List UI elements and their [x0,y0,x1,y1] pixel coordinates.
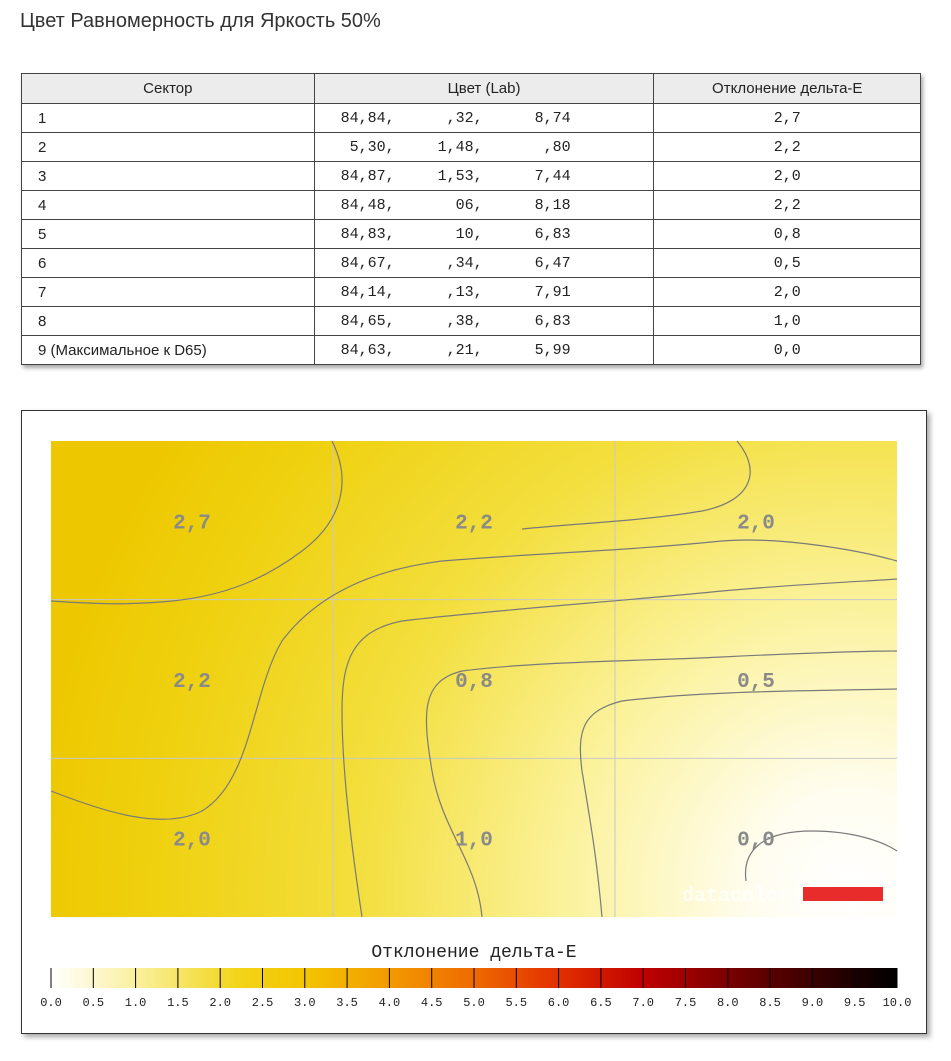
lab-cell [314,278,654,307]
scale-tick-label: 0.0 [40,996,62,1010]
scale-tick-label: 6.5 [590,996,612,1010]
delta-e-cell: 2,7 [654,104,921,133]
lab-l-value: 84,83, [340,225,395,243]
delta-e-cell: 2,2 [654,133,921,162]
uniformity-chart [22,411,926,1033]
lab-a-value: ,21, [446,341,483,359]
sector-cell: 8 [22,307,315,336]
lab-cell [314,307,654,336]
lab-cell [314,191,654,220]
lab-b-value: ,80 [543,138,571,156]
lab-l-value: 84,63, [340,341,395,359]
delta-e-cell: 0,0 [654,336,921,365]
sector-cell: 4 [22,191,315,220]
scale-tick-label: 10.0 [882,996,912,1010]
table-body [22,104,921,365]
lab-b-value: 8,74 [534,109,571,127]
lab-a-value: 1,48, [437,138,483,156]
lab-l-value: 84,67, [340,254,395,272]
sector-cell: 9 (Максимальное к D65) [22,336,315,365]
scale-tick-label: 7.0 [632,996,655,1010]
table-row [22,191,921,220]
lab-l-value: 84,48, [340,196,395,214]
table-row [22,104,921,133]
table-header-row [22,74,921,104]
sector-cell: 2 [22,133,315,162]
sector-value-label: 2,0 [173,829,211,853]
sector-value-label: 2,2 [455,512,493,536]
sector-cell: 5 [22,220,315,249]
lab-b-value: 5,99 [534,341,571,359]
scale-tick-label: 5.0 [463,996,485,1010]
lab-cell [314,220,654,249]
lab-l-value: 5,30, [349,138,395,156]
table-row [22,336,921,365]
lab-a-value: 10, [455,225,483,243]
lab-l-value: 84,87, [340,167,395,185]
sector-value-label: 0,5 [737,671,775,694]
lab-b-value: 6,83 [534,225,571,243]
marker-swatch [803,887,883,901]
uniformity-chart-frame [21,410,927,1034]
sector-value-label: 2,0 [737,512,775,536]
lab-b-value: 7,44 [534,167,571,185]
sector-value-label: 2,2 [173,671,211,694]
scale-tick-label: 2.5 [251,996,274,1010]
lab-cell [314,336,654,365]
scale-tick-label: 6.0 [547,996,570,1010]
scale-tick-label: 8.5 [759,996,781,1010]
scale-tick-label: 7.5 [674,996,697,1010]
lab-a-value: 1,53, [437,167,483,185]
sector-cell: 1 [22,104,315,133]
uniformity-table [21,73,921,365]
sector-value-label: 0,8 [455,671,493,694]
lab-a-value: ,38, [446,312,483,330]
lab-b-value: 6,47 [534,254,571,272]
lab-a-value: ,34, [446,254,483,272]
scale-tick-label: 3.0 [293,996,316,1010]
lab-a-value: ,32, [446,109,483,127]
scale-tick-label: 0.5 [82,996,105,1010]
col-header-sector: Сектор [22,74,315,104]
sector-cell: 6 [22,249,315,278]
watermark-text: datacolor [682,885,791,908]
sector-cell: 7 [22,278,315,307]
table-row [22,220,921,249]
scale-tick-label: 3.5 [336,996,358,1010]
col-header-delta-e: Отклонение дельта-E [654,74,921,104]
scale-tick-label: 4.0 [378,996,401,1010]
sector-value-label: 2,7 [173,512,211,536]
delta-e-cell: 2,2 [654,191,921,220]
delta-e-cell: 2,0 [654,278,921,307]
scale-tick-label: 9.0 [801,996,824,1010]
sector-value-label: 1,0 [455,829,493,853]
scale-tick-label: 1.0 [124,996,147,1010]
table-row [22,162,921,191]
legend-title: Отклонение дельта-E [371,943,577,963]
page-title: Цвет Равномерность для Яркость 50% [20,10,381,32]
scale-tick-label: 9.5 [843,996,866,1010]
lab-b-value: 8,18 [534,196,571,214]
scale-tick-label: 5.5 [505,996,528,1010]
legend [40,943,911,1010]
plot-area [51,441,897,917]
lab-l-value: 84,65, [340,312,395,330]
lab-cell [314,162,654,191]
scale-tick-label: 4.5 [420,996,443,1010]
lab-l-value: 84,84, [340,109,395,127]
table-row [22,249,921,278]
table-row [22,278,921,307]
sector-cell: 3 [22,162,315,191]
scale-tick-label: 8.0 [716,996,739,1010]
scale-tick-label: 2.0 [209,996,232,1010]
delta-e-cell: 2,0 [654,162,921,191]
delta-e-cell: 1,0 [654,307,921,336]
table-row [22,133,921,162]
sector-value-label: 0,0 [737,829,775,853]
table-row [22,307,921,336]
delta-e-cell: 0,8 [654,220,921,249]
lab-cell [314,249,654,278]
lab-b-value: 7,91 [534,283,571,301]
col-header-lab: Цвет (Lab) [314,74,654,104]
lab-a-value: 06, [455,196,483,214]
lab-b-value: 6,83 [534,312,571,330]
lab-a-value: ,13, [446,283,483,301]
lab-l-value: 84,14, [340,283,395,301]
lab-cell [314,104,654,133]
lab-cell [314,133,654,162]
scale-tick-label: 1.5 [167,996,189,1010]
delta-e-cell: 0,5 [654,249,921,278]
